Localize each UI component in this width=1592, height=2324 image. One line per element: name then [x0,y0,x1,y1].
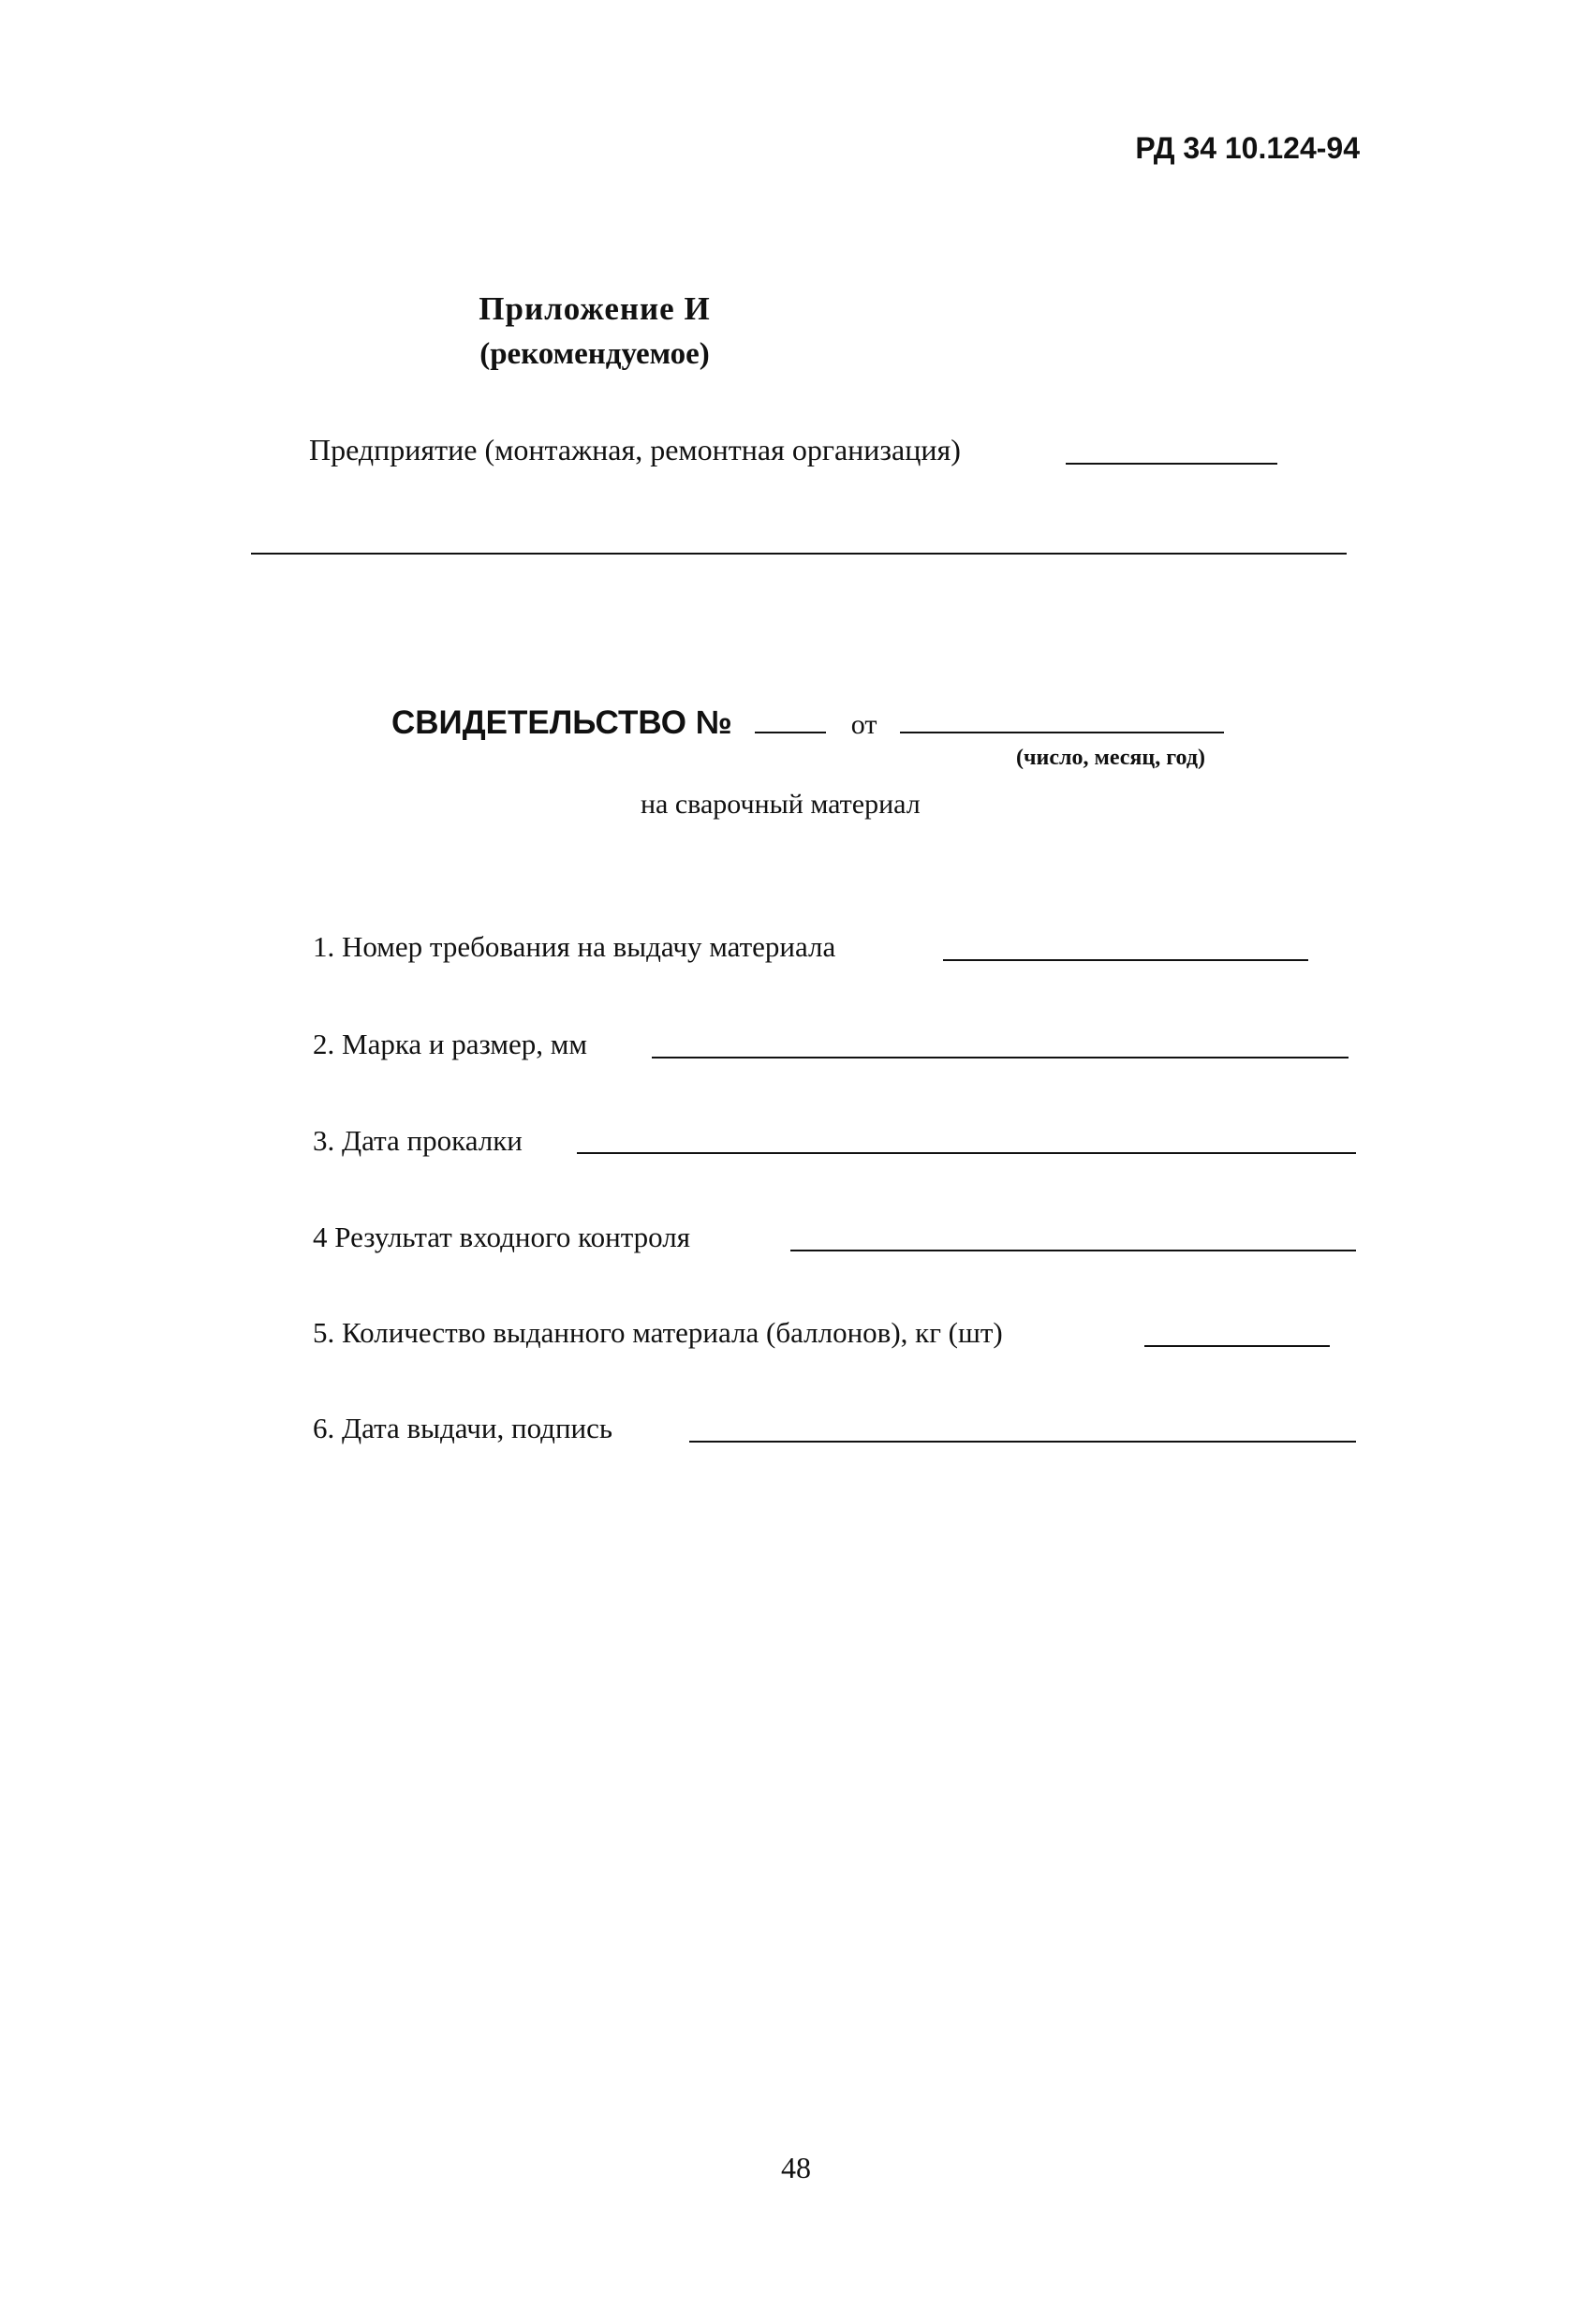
certificate-date-line[interactable] [900,732,1224,733]
enterprise-input-line[interactable] [1066,463,1277,465]
item-4: 4 Результат входного контроля [313,1221,690,1253]
item-4-input-line[interactable] [790,1250,1356,1251]
page-number: 48 [781,2151,811,2184]
appendix-title: Приложение И [479,290,711,327]
item-3-input-line[interactable] [577,1152,1356,1154]
enterprise-input-line-2[interactable] [251,553,1347,555]
item-6: 6. Дата выдачи, подпись [313,1412,613,1444]
certificate-title: СВИДЕТЕЛЬСТВО № [391,704,732,741]
certificate-heading [391,704,1224,742]
appendix-subtitle: (рекомендуемое) [479,337,710,371]
document-code: РД 34 10.124-94 [1135,131,1360,165]
item-2: 2. Марка и размер, мм [313,1028,587,1060]
certificate-number-line[interactable] [755,732,826,733]
certificate-from-label: от [850,709,877,740]
item-1-input-line[interactable] [943,959,1308,961]
enterprise-label: Предприятие (монтажная, ремонтная организация) [309,433,961,466]
item-5: 5. Количество выданного материала (баллонов), кг (шт) [313,1316,1003,1349]
date-hint: (число, месяц, год) [1016,746,1205,770]
item-3: 3. Дата прокалки [313,1124,523,1157]
item-6-input-line[interactable] [689,1441,1356,1443]
item-2-input-line[interactable] [652,1057,1349,1058]
item-5-input-line[interactable] [1144,1345,1330,1347]
item-1: 1. Номер требования на выдачу материала [313,930,836,963]
certificate-subject: на сварочный материал [641,789,921,820]
